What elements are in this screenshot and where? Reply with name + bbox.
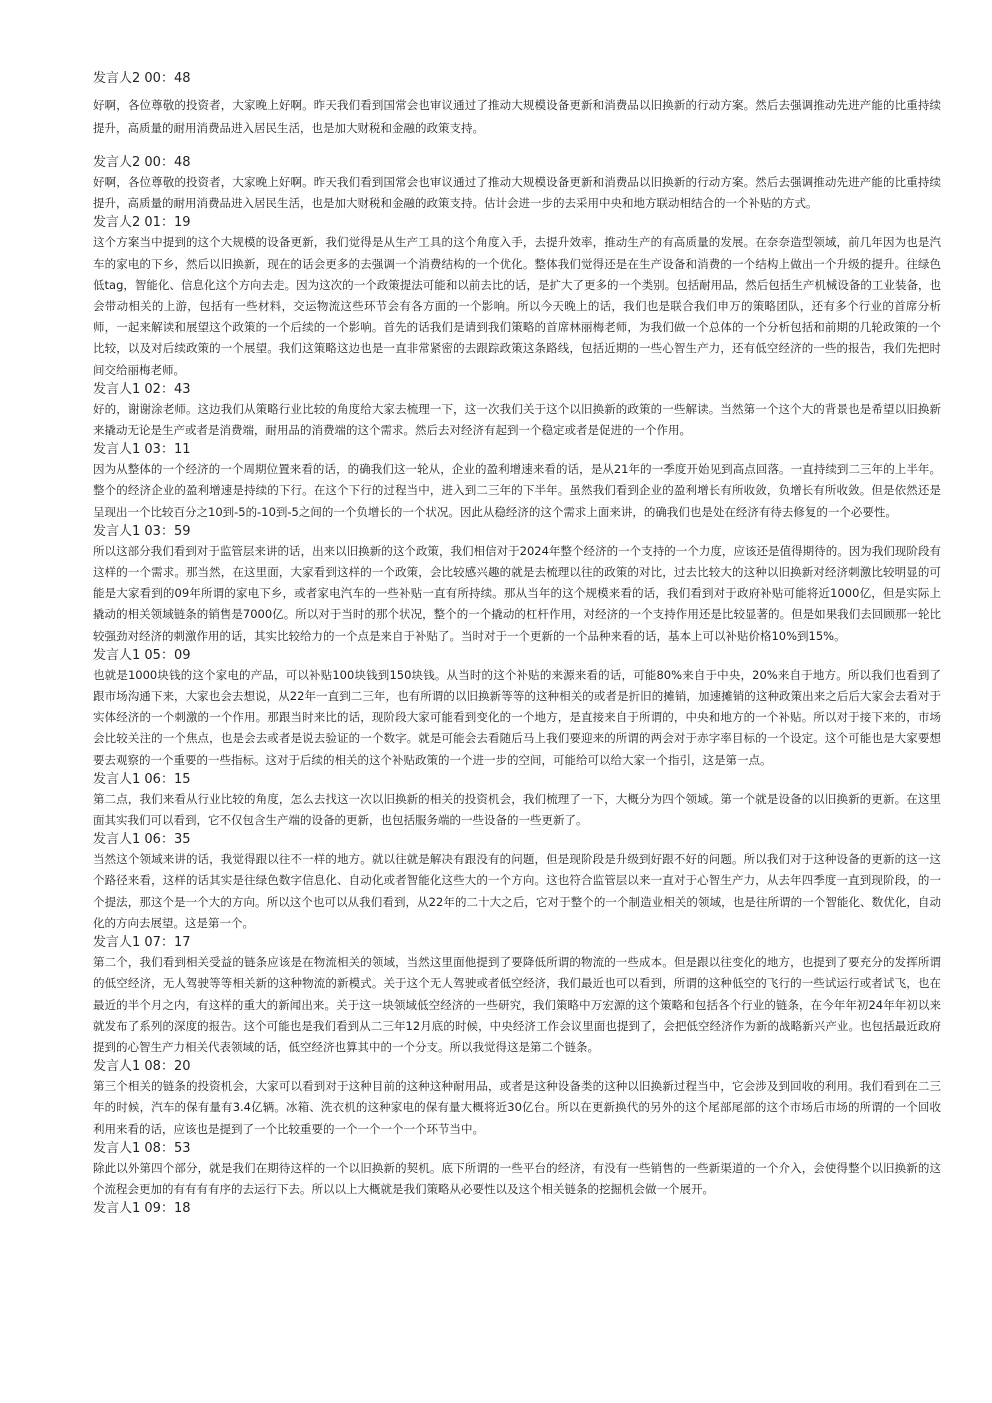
speaker-timestamp: 发言人2 00：48 bbox=[93, 155, 191, 170]
paragraph-text: 第二点，我们来看从行业比较的角度，怎么去找这一次以旧换新的相关的投资机会，我们梳理了一下，大概分为四个领域。第一个就是设备的以旧换新的更新。在这里面其实我们可以看到，它不仅包含生产端的设备的更新，也包括服务端的一些设备的一些更新了。 bbox=[93, 791, 941, 828]
paragraph-text: 所以这部分我们看到对于监管层来讲的话，出来以旧换新的这个政策，我们相信对于2024年整个经济的一个支持的一个力度，应该还是值得期待的。因为我们现阶段有这样的一个需求。那当然，在这里面，大家看到这样的一个政策，会比较感兴趣的就是去梳理以往的政策的对比，过去比较大的这种以旧换新对经济刺激比较明显的可能是大家看到的09年所谓的家电下乡，或者家电汽车的一些补贴一直有所持续。那从当年的这个规模来看的话，我们看到对于政府补贴可能将近1000亿，但是实际上撬动的相关领域链条的销售是7000亿。所以对于当时的那个状况，整个的一个撬动的杠杆作用，对经济的一个支持作用还是比较显著的。但是如果我们去回顾那一轮比较强劲对经济的刺激作用的话，其实比较给力的一个点是来自于补贴了。当时对于一个更新的一个品种来看的话，基本上可以补贴价格10%到15%。 bbox=[93, 543, 941, 643]
paragraph-text: 这个方案当中提到的这个大规模的设备更新，我们觉得是从生产工具的这个角度入手，去提升效率，推动生产的有高质量的发展。在奈奈造型领域，前几年因为也是汽车的家电的下乡，然后以旧换新，现在的话会更多的去强调一个消费结构的一个优化。整体我们觉得还是在生产设备和消费的一个结构上做出一个升级的提升。往绿色低tag，智能化、信息化这个方向去走。因为这次的一个政策提法可能和以前去比的话，是扩大了更多的一个类别。包括耐用品，然后包括生产机械设备的工业装备，也会带动相关的上游，包括有一些材料，交运物流这些环节会有各方面的一个影响。所以今天晚上的话，我们也是联合我们申万的策略团队，还有多个行业的首席分析师，一起来解读和展望这个政策的一个后续的一个影响。首先的话我们是请到我们策略的首席林丽梅老师，为我们做一个总体的一个分析包括和前期的几轮政策的一个比较，以及对后续政策的一个展望。我们这策略这边也是一直非常紧密的去跟踪政策这条路线，包括近期的一些心智生产力，还有低空经济的一些的报告，我们先把时间交给丽梅老师。 bbox=[93, 235, 941, 377]
speaker-timestamp: 发言人1 02：43 bbox=[93, 381, 191, 397]
paragraph-text: 好啊，各位尊敬的投资者，大家晚上好啊。昨天我们看到国常会也审议通过了推动大规模设备更新和消费品以旧换新的行动方案。然后去强调推动先进产能的比重持续提升，高质量的耐用消费品进入居民生活，也是加大财税和金融的政策支持。估计会进一步的去采用中央和地方联动相结合的一个补贴的方式。 bbox=[93, 175, 941, 211]
transcript-entry bbox=[93, 647, 941, 771]
speaker-timestamp: 发言人2 01：19 bbox=[93, 215, 191, 231]
transcript-page bbox=[93, 70, 941, 1218]
transcript-entry bbox=[93, 1140, 941, 1200]
transcript-entry bbox=[93, 771, 941, 831]
transcript-entry bbox=[93, 831, 941, 934]
paragraph-text: 好啊，各位尊敬的投资者，大家晚上好啊。昨天我们看到国常会也审议通过了推动大规模设备更新和消费品以旧换新的行动方案。然后去强调推动先进产能的比重持续提升，高质量的耐用消费品进入居民生活，也是加大财税和金融的政策支持。 bbox=[93, 98, 941, 135]
speaker-timestamp: 发言人1 06：15 bbox=[93, 771, 191, 787]
transcript-entry bbox=[93, 934, 941, 1058]
speaker-timestamp: 发言人1 09：18 bbox=[93, 1201, 191, 1217]
transcript-entry bbox=[93, 154, 941, 214]
speaker-timestamp: 发言人1 08：20 bbox=[93, 1059, 191, 1075]
transcript-entry bbox=[93, 1200, 941, 1218]
paragraph-text: 也就是1000块钱的这个家电的产品，可以补贴100块钱到150块钱。从当时的这个补贴的来源来看的话，可能80%来自于中央，20%来自于地方。所以我们也看到了跟市场沟通下来，大家也会去想说，从22年一直到二三年，也有所谓的以旧换新等等的这种相关的或者是折旧的摊销，加速摊销的这种政策出来之后后大家会去看对于实体经济的一个刺激的一个作用。那跟当时来比的话，现阶段大家可能看到变化的一个地方，是直接来自于所谓的，中央和地方的一个补贴。所以对于接下来的，市场会比较关注的一个焦点，也是会去或者是说去验证的一个数字。就是可能会去看随后马上我们要迎来的所谓的两会对于赤字率目标的一个设定。这个可能也是大家要想要去观察的一个重要的一些指标。这对于后续的相关的这个补贴政策的一个进一步的空间，可能给可以给大家一个指引，这是第一点。 bbox=[93, 667, 941, 767]
paragraph-text: 因为从整体的一个经济的一个周期位置来看的话，的确我们这一轮从，企业的盈利增速来看的话，是从21年的一季度开始见到高点回落。一直持续到二三年的上半年。整个的经济企业的盈利增速是持续的下行。在这个下行的过程当中，进入到二三年的下半年。虽然我们看到企业的盈利增长有所收敛，负增长有所收敛。但是依然还是呈现出一个比较百分之10到-5的-10到-5之间的一个负增长的一个状况。因此从稳经济的这个需求上面来讲，的确我们也是处在经济有待去修复的一个必要性。 bbox=[93, 462, 941, 519]
paragraph-text: 除此以外第四个部分，就是我们在期待这样的一个以旧换新的契机。底下所谓的一些平台的经济，有没有一些销售的一些新渠道的一个介入，会使得整个以旧换新的这个流程会更加的有有有有序的去运行下去。所以以上大概就是我们策略从必要性以及这个相关链条的挖掘机会做一个展开。 bbox=[93, 1160, 941, 1196]
speaker-timestamp: 发言人1 07：17 bbox=[93, 935, 191, 951]
transcript-entry bbox=[93, 441, 941, 523]
speaker-timestamp: 发言人1 03：11 bbox=[93, 442, 191, 458]
paragraph-text: 好的，谢谢涂老师。这边我们从策略行业比较的角度给大家去梳理一下，这一次我们关于这个以旧换新的政策的一些解读。当然第一个这个大的背景也是希望以旧换新来撬动无论是生产或者是消费端，耐用品的消费端的这个需求。然后去对经济有起到一个稳定或者是促进的一个作用。 bbox=[93, 401, 941, 438]
speaker-timestamp: 发言人1 08：53 bbox=[93, 1140, 191, 1156]
transcript-entry bbox=[93, 214, 941, 380]
speaker-timestamp: 发言人1 06：35 bbox=[93, 832, 191, 848]
transcript-entry bbox=[93, 1058, 941, 1140]
paragraph-text: 第三个相关的链条的投资机会，大家可以看到对于这种目前的这种这种耐用品，或者是这种设备类的这种以旧换新过程当中，它会涉及到回收的利用。我们看到在二三年的时候，汽车的保有量有3.4亿辆。冰箱、洗衣机的这种家电的保有量大概将近30亿台。所以在更新换代的另外的这个尾部尾部的这个市场后市场的所谓的一个回收利用来看的话，应该也是提到了一个比较重要的一个一个一个一个环节当中。 bbox=[93, 1079, 941, 1136]
speaker-timestamp: 发言人1 03：59 bbox=[93, 523, 191, 539]
transcript-entry bbox=[93, 523, 941, 647]
speaker-timestamp: 发言人1 05：09 bbox=[93, 647, 191, 663]
transcript-entry bbox=[93, 381, 941, 441]
speaker-timestamp: 发言人2 00：48 bbox=[93, 71, 191, 86]
paragraph-text: 第二个，我们看到相关受益的链条应该是在物流相关的领域，当然这里面他提到了要降低所谓的物流的一些成本。但是跟以往变化的地方，也提到了要充分的发挥所谓的低空经济，无人驾驶等等相关新的这种物流的新模式。关于这个无人驾驶或者低空经济，我们最近也可以看到，所谓的这种低空的飞行的一些试运行或者试飞，也在最近的半个月之内，有这样的重大的新闻出来。关于这一块领域低空经济的一些研究，我们策略中万宏源的这个策略和包括各个行业的链条，在今年年初24年年初以来就发布了系列的深度的报告。这个可能也是我们看到从二三年12月底的时候，中央经济工作会议里面也提到了，会把低空经济作为新的战略新兴产业。也包括最近政府提到的心智生产力相关代表领域的话，低空经济也算其中的一个分支。所以我觉得这是第二个链条。 bbox=[93, 955, 941, 1054]
intro-block bbox=[93, 70, 941, 140]
transcript-entries bbox=[93, 154, 941, 1218]
paragraph-text: 当然这个领域来讲的话，我觉得跟以往不一样的地方。就以往就是解决有跟没有的问题，但是现阶段是升级到好跟不好的问题。所以我们对于这种设备的更新的这一这个路径来看，这样的话其实是往绿色数字信息化、自动化或者智能化这些大的一个方向。这也符合监管层以来一直对于心智生产力，从去年四季度一直到现阶段，的一个提法，那这个是一个大的方向。所以这个也可以从我们看到，从22年的二十大之后，它对于整个的一个制造业相关的领域，也是往所谓的一个智能化、数优化，自动化的方向去展望。这是第一个。 bbox=[93, 852, 941, 930]
